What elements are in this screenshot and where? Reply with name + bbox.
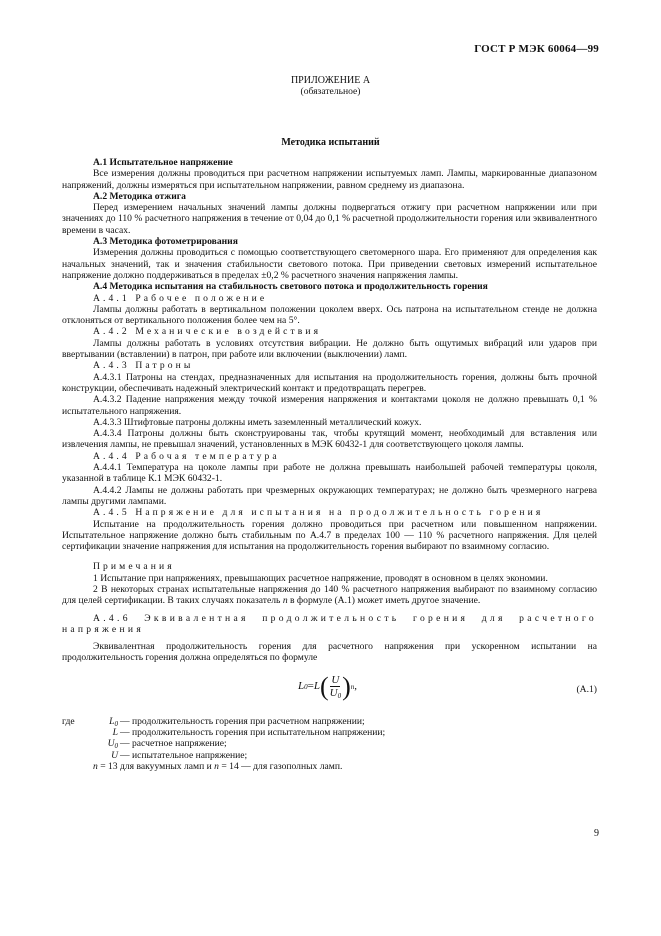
note-2-exponent: n xyxy=(282,595,288,607)
definition-row xyxy=(62,716,597,727)
definition-symbol-letter: L xyxy=(109,715,115,727)
formula-numerator: U xyxy=(331,674,340,687)
document-body xyxy=(62,157,597,772)
definition-row xyxy=(62,750,597,761)
definition-symbol-subscript: 0 xyxy=(114,742,118,751)
formula-left-paren: ( xyxy=(319,671,329,701)
section-a42-heading: А.4.2 Механические воздействия xyxy=(93,326,322,338)
exponent-text-a: = 13 для вакуумных ламп и xyxy=(97,760,215,772)
formula-fraction xyxy=(330,674,341,699)
definition-lead: где xyxy=(62,715,75,727)
formula-l: L xyxy=(313,680,320,693)
section-a432-text: А.4.3.2 Падение напряжения между точкой измерения напряжения и контактами цоколя не должно превышать 0,1 % испытательного напряжения. xyxy=(62,394,597,417)
section-a431-text: А.4.3.1 Патроны на стендах, предназначенных для испытания на продолжительность горения, должны быть прочной конструкции, обеспечивать надежный электрический контакт и предотвращать перегрев. xyxy=(62,371,597,394)
exponent-symbol: n xyxy=(214,760,219,772)
section-a43-heading: А.4.3 Патроны xyxy=(93,360,194,372)
section-a1-text: Все измерения должны проводиться при расчетном напряжении испытуемых ламп. Лампы, маркированные диапазоном напряжений, должны измеряться при испытательном напряжении, равном среднему из диапазона. xyxy=(62,168,597,191)
section-a1-heading: А.1 Испытательное напряжение xyxy=(93,157,233,168)
section-a441-text: А.4.4.1 Температура на цоколе лампы при работе не должна превышать наибольшей рабочей температуры цоколя, указанной в таблице К.1 МЭК 60432-1. xyxy=(62,462,597,485)
document-code-header: ГОСТ Р МЭК 60064—99 xyxy=(474,43,599,55)
section-a45-text: Испытание на продолжительность горения должно проводиться при расчетном или повышенном напряжении. Испытательное напряжение должно быть стабильным по А.4.7 в пределах 100 — 110 % расчетного напряжения. Для целей сертификации значение напряжения для испытания на продолжительность горения выбирают по взаимному согласию. xyxy=(62,518,597,553)
notes-heading: Примечания xyxy=(93,561,175,573)
definition-symbol xyxy=(93,716,120,727)
section-a41-heading: А.4.1 Рабочее положение xyxy=(93,292,268,304)
definition-text: — расчетное напряжение; xyxy=(120,738,227,750)
formula-expression: L 0 = L ( $\frac{U}{U_0}$ ) n , xyxy=(298,671,358,701)
formula-right-paren: ) xyxy=(342,671,351,701)
appendix-heading xyxy=(0,75,661,97)
section-a3-text: Измерения должны проводиться с помощью соответствующего светомерного шара. Его применяют для определения как начальных значений, так и значения стабильности светового потока. При приведении световых измерений испытательное напряжение должно поддерживаться в пределах ±0,2 % расчетного значения напряжения лампы. xyxy=(62,247,597,281)
note-2-part-b: в формуле (А.1) может иметь другое значение. xyxy=(287,595,481,607)
exponent-values-line xyxy=(62,761,597,772)
definition-symbol xyxy=(93,750,120,761)
definition-text: — испытательное напряжение; xyxy=(120,749,248,761)
section-a3-heading: А.3 Методика фотометрирования xyxy=(93,236,238,248)
formula-a1 xyxy=(62,666,597,712)
definition-symbol xyxy=(93,727,120,738)
section-a2-heading: А.2 Методика отжига xyxy=(93,190,186,202)
section-a46-text: Эквивалентная продолжительность горения для расчетного напряжения при ускоренном испытании на продолжительность горения должна определяться по формуле xyxy=(62,641,597,664)
definition-text: — продолжительность горения при испытательном напряжении; xyxy=(120,727,386,739)
formula-equals: = xyxy=(307,680,314,693)
exponent-text-b: = 14 — для газополных ламп. xyxy=(218,760,343,772)
section-a442-text: А.4.4.2 Лампы не должны работать при чрезмерных окружающих температурах; не должно быть чрезмерного нагрева лампы другими лампами. xyxy=(62,484,597,507)
definition-lead xyxy=(62,727,93,738)
definition-lead xyxy=(62,738,93,749)
appendix-title: ПРИЛОЖЕНИЕ А xyxy=(290,75,371,86)
definition-symbol-letter: U xyxy=(107,738,115,750)
section-a4-heading: А.4 Методика испытания на стабильность светового потока и продолжительность горения xyxy=(93,281,488,293)
definition-lead xyxy=(62,750,93,761)
section-a46-heading: А.4.6 Эквивалентная продолжительность горения для расчетного напряжения xyxy=(62,612,597,635)
spacer xyxy=(62,552,597,561)
definitions-list xyxy=(62,716,597,772)
section-a41-text: Лампы должны работать в вертикальном положении цоколем вверх. Ось патрона на испытательном стенде не должна отклоняться от вертикального положения более чем на 5°. xyxy=(62,303,597,327)
section-a433-text: А.4.3.3 Штифтовые патроны должны иметь заземленный металлический кожух. xyxy=(93,416,422,428)
section-title: Методика испытаний xyxy=(281,137,380,148)
formula-comma: , xyxy=(354,680,358,693)
formula-denominator-symbol: U xyxy=(329,687,338,700)
formula-denominator xyxy=(330,687,341,699)
section-a44-heading: А.4.4 Рабочая температура xyxy=(93,450,280,462)
definition-row xyxy=(62,738,597,749)
formula-lhs: L xyxy=(298,680,305,693)
appendix-subtitle: (обязательное) xyxy=(300,86,361,98)
note-2-part-a: 2 В некоторых странах испытательные напряжения до 140 % расчетного напряжения выбирают по взаимному согласию для целей сертификации. В таких случаях показатель xyxy=(62,583,597,607)
section-a42-text: Лампы должны работать в условиях отсутствия вибрации. Не должно быть ощутимых вибраций или ударов при ввертывании (вставлении) в патрон, при работе или включении (выключении) ламп. xyxy=(62,337,597,361)
definition-symbol-letter: L xyxy=(112,727,118,739)
section-a2-text: Перед измерением начальных значений лампы должны подвергаться отжигу при расчетном напряжении или при значениях до 110 % расчетного напряжения в течение от 0,04 до 0,1 % расчетной продолжительности горения или эквивалентного времени в часах. xyxy=(62,202,597,236)
formula-denominator-subscript: 0 xyxy=(337,692,342,701)
note-2 xyxy=(62,584,597,607)
section-a45-heading: А.4.5 Напряжение для испытания на продолжительность горения xyxy=(93,507,544,519)
definition-symbol xyxy=(93,738,120,749)
page-number: 9 xyxy=(594,828,599,839)
exponent-symbol: n xyxy=(93,760,98,772)
formula-number: (А.1) xyxy=(576,683,597,695)
definition-row xyxy=(62,727,597,738)
section-a434-text: А.4.3.4 Патроны должны быть сконструированы так, чтобы крутящий момент, необходимый для вставления или извлечения лампы, не превышал значений, установленных в МЭК 60432-1 для соответствующего цоколя лампы. xyxy=(62,428,597,451)
definition-symbol-subscript: 0 xyxy=(114,719,118,728)
definition-text: — продолжительность горения при расчетном напряжении; xyxy=(120,715,365,727)
definition-symbol-letter: U xyxy=(111,749,118,761)
note-1: 1 Испытание при напряжениях, превышающих расчетное напряжение, проводят в основном в целях экономии. xyxy=(93,572,548,584)
